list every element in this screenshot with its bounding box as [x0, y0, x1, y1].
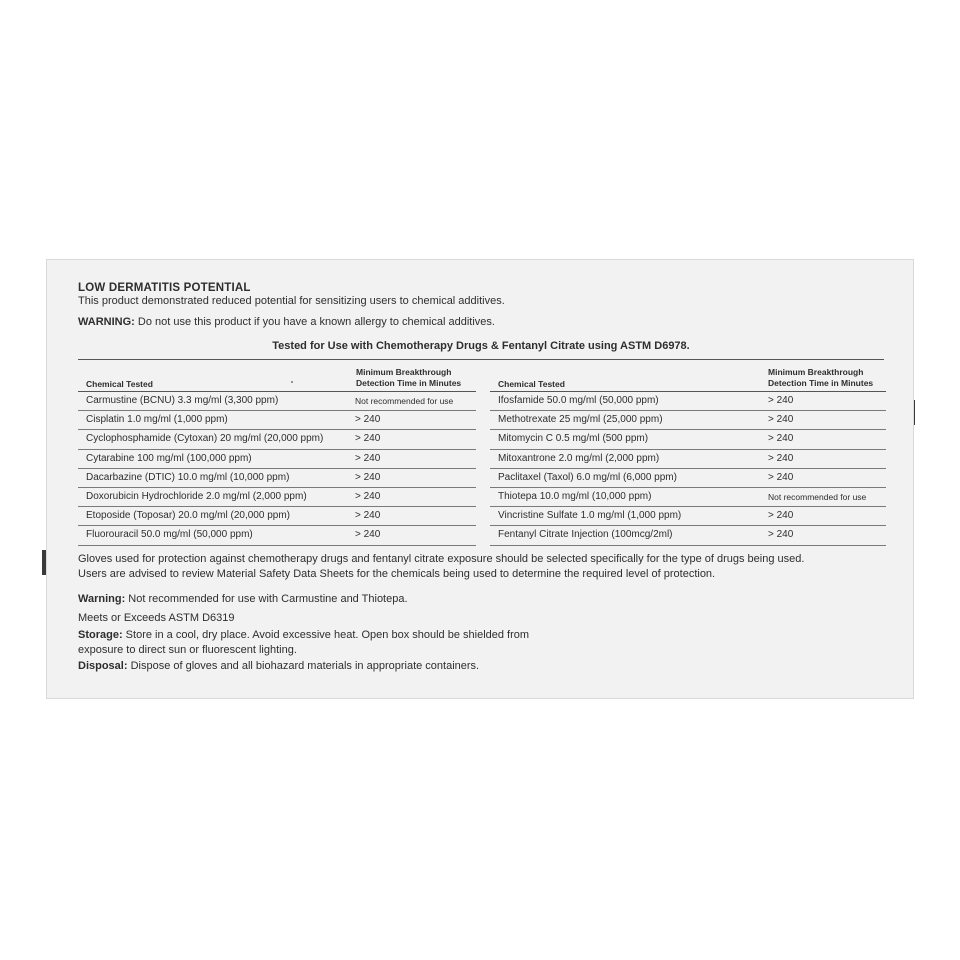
breakthrough-time: > 240 [355, 529, 381, 541]
disposal-text: Dispose of gloves and all biohazard materials in appropriate containers. [127, 660, 480, 672]
table-row [78, 507, 476, 526]
breakthrough-time: > 240 [768, 433, 794, 445]
storage-text-line2: exposure to direct sun or fluorescent lighting. [78, 644, 297, 656]
table-body-left [78, 392, 476, 546]
chemical-name: Carmustine (BCNU) 3.3 mg/ml (3,300 ppm) [86, 395, 279, 406]
warning-label: Warning: [78, 593, 126, 605]
header-chemical: Chemical Tested [498, 379, 565, 389]
chemical-name: Mitoxantrone 2.0 mg/ml (2,000 ppm) [498, 452, 660, 464]
table-row [490, 411, 886, 430]
chemical-name: Fentanyl Citrate Injection (100mcg/2ml) [498, 529, 673, 541]
table-row [78, 488, 476, 507]
disposal-instructions [78, 660, 479, 672]
table-row [490, 392, 886, 411]
header-breakthrough [768, 367, 873, 389]
header-breakthrough-line2: Detection Time in Minutes [768, 378, 874, 388]
chemical-name: Doxorubicin Hydrochloride 2.0 mg/ml (2,000 ppm) [86, 490, 307, 502]
gloves-guidance [78, 552, 898, 582]
table-row [490, 450, 886, 469]
table-row [490, 430, 886, 449]
table-row [78, 430, 476, 449]
intro-text: This product demonstrated reduced potential for sensitizing users to chemical additives. [78, 295, 505, 307]
breakthrough-time: > 240 [355, 490, 381, 502]
breakthrough-time: > 240 [768, 510, 794, 522]
storage-label: Storage: [78, 629, 123, 641]
chemical-name: Paclitaxel (Taxol) 6.0 mg/ml (6,000 ppm) [498, 471, 677, 483]
header-chemical: Chemical Tested [86, 379, 153, 389]
table-row [78, 450, 476, 469]
warning-text: Do not use this product if you have a known allergy to chemical additives. [134, 316, 495, 328]
chemical-name: Cytarabine 100 mg/ml (100,000 ppm) [86, 452, 252, 464]
breakthrough-time: > 240 [768, 529, 794, 541]
breakthrough-time: Not recommended for use [768, 491, 867, 502]
breakthrough-time: > 240 [355, 433, 381, 445]
warning-label: WARNING: [78, 316, 135, 328]
header-breakthrough-line1: Minimum Breakthrough [356, 367, 452, 377]
table-header [490, 365, 886, 392]
table-divider [78, 359, 884, 360]
chemical-name: Fluorouracil 50.0 mg/ml (50,000 ppm) [86, 529, 253, 541]
carmustine-warning [78, 593, 408, 605]
table-row [490, 469, 886, 488]
gloves-guidance-line2: Users are advised to review Material Safety Data Sheets for the chemicals being used to determine the required level of protection. [78, 568, 716, 580]
header-breakthrough-line2: Detection Time in Minutes [356, 378, 462, 388]
table-row [490, 526, 886, 545]
table-row [490, 488, 886, 507]
package-label-panel [46, 259, 914, 699]
breakthrough-time: > 240 [768, 471, 794, 483]
table-row [78, 411, 476, 430]
chemical-name: Cyclophosphamide (Cytoxan) 20 mg/ml (20,000 ppm) [86, 433, 324, 445]
warning-text: Not recommended for use with Carmustine and Thiotepa. [125, 593, 408, 605]
table-row [490, 507, 886, 526]
table-header [78, 365, 476, 392]
header-breakthrough-line1: Minimum Breakthrough [768, 367, 864, 377]
chemical-name: Dacarbazine (DTIC) 10.0 mg/ml (10,000 ppm) [86, 471, 290, 483]
chemical-name: Mitomycin C 0.5 mg/ml (500 ppm) [498, 433, 649, 445]
breakthrough-time: > 240 [355, 510, 381, 522]
header-breakthrough [356, 367, 461, 389]
breakthrough-time: > 240 [768, 452, 794, 464]
disposal-label: Disposal: [78, 660, 128, 672]
section-heading: LOW DERMATITIS POTENTIAL [78, 282, 251, 294]
breakthrough-time: > 240 [768, 395, 794, 406]
chemical-name: Ifosfamide 50.0 mg/ml (50,000 ppm) [498, 395, 659, 406]
allergy-warning [78, 316, 495, 328]
chemical-name: Etoposide (Toposar) 20.0 mg/ml (20,000 ppm) [86, 510, 290, 522]
chemical-name: Vincristine Sulfate 1.0 mg/ml (1,000 ppm) [498, 510, 682, 522]
table-row [78, 392, 476, 411]
chemical-name: Cisplatin 1.0 mg/ml (1,000 ppm) [86, 414, 228, 426]
breakthrough-time: > 240 [355, 471, 381, 483]
table-row [78, 469, 476, 488]
gloves-guidance-line1: Gloves used for protection against chemotherapy drugs and fentanyl citrate exposure should be selected specifically for the type of drugs being used. [78, 553, 805, 565]
chemical-name: Thiotepa 10.0 mg/ml (10,000 ppm) [498, 490, 652, 502]
breakthrough-time: Not recommended for use [355, 396, 454, 406]
chemical-name: Methotrexate 25 mg/ml (25,000 ppm) [498, 414, 663, 426]
table-title: Tested for Use with Chemotherapy Drugs & Fentanyl Citrate using ASTM D6978. [272, 340, 690, 352]
astm-standard: Meets or Exceeds ASTM D6319 [78, 612, 235, 624]
breakthrough-time: > 240 [768, 414, 794, 426]
breakthrough-time: > 240 [355, 414, 381, 426]
storage-instructions [78, 628, 898, 658]
table-body-right [490, 392, 886, 546]
storage-text-line1: Store in a cool, dry place. Avoid excessive heat. Open box should be shielded from [122, 629, 530, 641]
chemical-table-right [490, 365, 886, 546]
breakthrough-time: > 240 [355, 452, 381, 464]
chemical-table-left [78, 365, 476, 546]
table-row [78, 526, 476, 545]
